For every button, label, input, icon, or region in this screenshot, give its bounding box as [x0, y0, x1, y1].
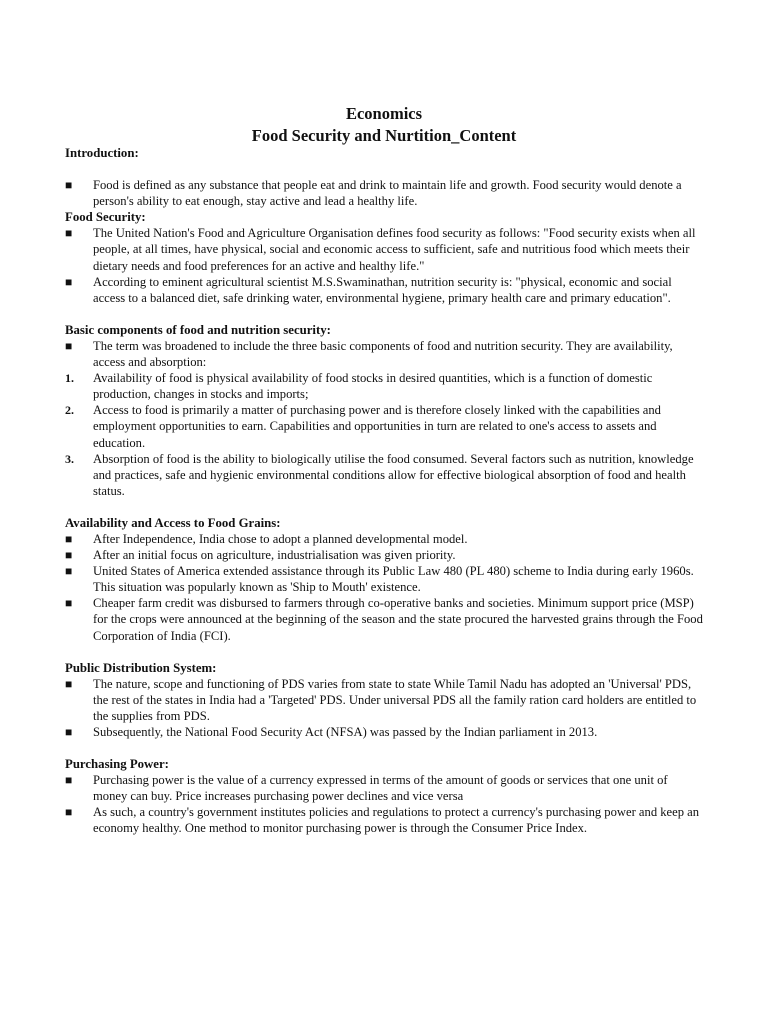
list-item [65, 547, 705, 563]
list-item [65, 177, 705, 209]
list-item [65, 531, 705, 547]
bullet-square-icon: ■ [65, 676, 73, 691]
bullet-square-icon: ■ [65, 596, 73, 611]
bullet-square-icon: ■ [65, 274, 73, 289]
list-item-text: Food is defined as any substance that people eat and drink to maintain life and growth. Food security would denote a person's ability to eat enough, stay active and lead a healthy life. [93, 178, 682, 209]
list-item-text: The term was broadened to include the three basic components of food and nutrition security. They are availability, access and absorption: [93, 338, 673, 370]
numbered-item-text: Absorption of food is the ability to biologically utilise the food consumed. Several factors such as nutrition, knowledge and practices, safe and hygienic environmental conditions allow for effective biological absorption of food and health status. [93, 451, 694, 498]
list-item-text: According to eminent agricultural scientist M.S.Swaminathan, nutrition security is: "physical, economic and social access to a balanced diet, safe drinking water, environmental hygiene, primary health care and primary education". [93, 274, 672, 305]
section-heading-purchasing-power: Purchasing Power: [65, 757, 169, 772]
list-item [65, 724, 705, 740]
item-number: 3. [65, 451, 74, 466]
list-item [65, 772, 705, 804]
section-heading-introduction: Introduction: [65, 146, 139, 160]
list-item-text: After an initial focus on agriculture, industrialisation was given priority. [93, 548, 456, 563]
list-item [65, 563, 705, 595]
item-number: 1. [65, 371, 74, 386]
list-item-text: United States of America extended assistance through its Public Law 480 (PL 480) scheme to India during early 1960s. This situation was popularly known as 'Ship to Mouth' existence. [93, 564, 694, 595]
list-item [65, 595, 705, 643]
list-item-text: As such, a country's government institutes policies and regulations to protect a currency's purchasing power and keep an economy healthy. One method to monitor purchasing power is through the Consumer Price Index. [93, 805, 700, 836]
item-number: 2. [65, 403, 74, 418]
bullet-square-icon: ■ [65, 773, 73, 788]
bullet-square-icon: ■ [65, 178, 73, 193]
list-item-text: The nature, scope and functioning of PDS varies from state to state While Tamil Nadu has adopted an 'Universal' PDS, the rest of the states in India had a 'Targeted' PDS. Under universal PDS all the family ration card holders are entitled to the supplies from PDS. [93, 676, 697, 723]
numbered-item [65, 402, 705, 450]
document-body [65, 145, 705, 837]
bullet-square-icon: ■ [65, 226, 73, 241]
numbered-item [65, 451, 705, 499]
list-item-text: After Independence, India chose to adopt a planned developmental model. [93, 531, 468, 546]
section-heading-food-security: Food Security: [65, 210, 146, 225]
numbered-item [65, 370, 705, 402]
bullet-square-icon: ■ [65, 338, 73, 353]
list-item [65, 225, 705, 273]
list-item-text: Purchasing power is the value of a currency expressed in terms of the amount of goods or services that one unit of money can buy. Price increases purchasing power declines and vice versa [93, 773, 668, 804]
numbered-item-text: Availability of food is physical availability of food stocks in desired quantities, which is a function of domestic production, changes in stocks and imports; [93, 371, 653, 402]
bullet-square-icon: ■ [65, 725, 73, 739]
document-title: Economics [345, 104, 423, 123]
section-heading-basic-components: Basic components of food and nutrition security: [65, 322, 331, 337]
bullet-square-icon: ■ [65, 548, 73, 563]
bullet-square-icon: ■ [65, 531, 73, 546]
document-subtitle: Food Security and Nurtition_Content [251, 126, 517, 145]
list-item-text: Cheaper farm credit was disbursed to farmers through co-operative banks and societies. Minimum support price (MSP) for the crops were announced at the beginning of the season and the state procured the harvested grains through the Food Corporation of India (FCI). [93, 596, 703, 643]
bullet-square-icon: ■ [65, 564, 73, 579]
bullet-square-icon: ■ [65, 805, 73, 820]
list-item-text: The United Nation's Food and Agriculture Organisation defines food security as follows: "Food security exists when all people, at all times, have physical, social and economic access to sufficient, safe and nutritious food which meets their dietary needs and food preferences for an active and healthy life." [93, 226, 696, 273]
numbered-item-text: Access to food is primarily a matter of purchasing power and is therefore closely linked with the capabilities and employment opportunities to earn. Capabilities and opportunities in turn are related to one's access to assets and education. [93, 403, 661, 450]
list-item [65, 676, 705, 724]
list-item [65, 804, 705, 836]
list-item [65, 338, 705, 370]
section-heading-availability: Availability and Access to Food Grains: [65, 515, 281, 530]
list-item-text: Subsequently, the National Food Security Act (NFSA) was passed by the Indian parliament in 2013. [93, 725, 598, 739]
section-heading-pds: Public Distribution System: [65, 660, 217, 675]
title-block [0, 103, 768, 147]
list-item [65, 274, 705, 306]
